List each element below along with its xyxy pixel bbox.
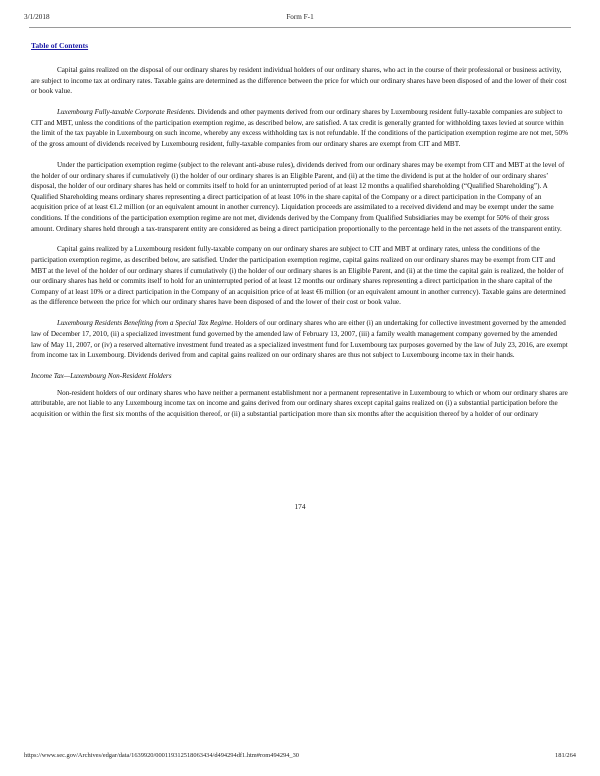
paragraph [31,244,569,308]
print-title: Form F-1 [286,13,314,21]
document-body [31,65,569,430]
paragraph: Non-resident holders of our ordinary shares who have neither a permanent establishment nor a permanent representative in Luxembourg to which or whom our ordinary shares are attributable, are not liable to any Luxembourg income tax on income and gains derived from our ordinary shares except capital gains realized on (i) a substantial participation before the acquisition or within the first six months of the acquisition thereof, or (ii) a substantial participation more than six months after the acquisition thereof by a holder of our ordinary [31,388,568,418]
paragraph-lead: Luxembourg Fully-taxable Corporate Residents. [57,108,196,117]
page-count: 181/264 [555,752,576,759]
paragraph-text: Under the participation exemption regime (subject to the relevant anti-abuse rules), dividends derived from our ordinary shares may be exempt from CIT and MBT at the level of the holder of our ordinary shares if cumulatively (i) the holder of our ordinary shares is an Eligible Parent, and (ii) at the time the dividend is put at the holder of our ordinary shares’ disposal, the holder of our ordinary shares has held or commits itself to hold for an uninterrupted period of at least 12 months a qualified shareholding (“Qualified Shareholding”). A Qualified Shareholding means ordinary shares representing a direct participation of at least 10% in the share capital of the Company or a direct participation in the Company of an acquisition price of at least €1.2 million (or an equivalent amount in another currency). Liquidation proceeds are assimilated to a received dividend and may be exempt under the same conditions. If the conditions of the participation exemption regime are not met, dividends derived by the Company from Qualified Subsidiaries may be exempt for 50% of their gross amount. Ordinary shares held through a tax-transparent entity are considered as being a direct participation proportionally to the percentage held in the net assets of the transparent entity. [31,160,565,233]
paragraph [31,107,569,149]
source-url: https://www.sec.gov/Archives/edgar/data/1639920/000119312518063434/d494294df1.htm#rom494294_30 [24,752,300,759]
paragraph-lead: Luxembourg Residents Benefiting from a Special Tax Regime. [57,319,234,328]
print-date: 3/1/2018 [24,13,50,21]
paragraph-text: Dividends and other payments derived from our ordinary shares by Luxembourg resident fully-taxable companies are subject to CIT and MBT, unless the conditions of the participation exemption regime, as described below, are satisfied. A tax credit is generally granted for withholding taxes levied at source within the limit of the tax payable in Luxembourg on such income, whereby any excess withholding tax is not refundable. If the conditions of the participation exemption regime are not met, 50% of the gross amount of dividends received by Luxembourg resident, fully-taxable companies from our ordinary shares are exempt from CIT and MBT. [31,108,569,148]
paragraph [31,65,569,97]
page-number: 174 [294,502,306,511]
table-of-contents-link[interactable]: Table of Contents [31,41,89,50]
paragraph-text: Capital gains realized on the disposal of our ordinary shares by resident individual holders of our ordinary shares, who act in the course of their professional or business activity, are subject to income tax at ordinary rates. Taxable gains are determined as the difference between the price for which our ordinary shares have been disposed of and the lower of their cost or book value. [31,66,567,96]
paragraph-text: Holders of our ordinary shares who are either (i) an undertaking for collective investment governed by the amended law of December 17, 2010, (ii) a specialized investment fund governed by the amended law of February 13, 2007, (iii) a family wealth management company governed by the amended law of May 11, 2007, or (iv) a reserved alternative investment fund treated as a specialized investment fund for Luxembourg tax purposes governed by the law of July 23, 2016, are exempt from income tax in Luxembourg. Dividends derived from and capital gains realized on our ordinary shares are thus not subject to Luxembourg income tax in their hands. [31,319,568,360]
section-heading: Income Tax—Luxembourg Non-Resident Holders [31,372,172,381]
paragraph-text: Capital gains realized by a Luxembourg resident fully-taxable company on our ordinary shares are subject to CIT and MBT at ordinary rates, unless the conditions of the participation exemption regime, as described below, are satisfied. Under the participation exemption regime, capital gains realized on our ordinary shares may be exempt from CIT and MBT at the level of the holder of our ordinary shares if cumulatively (i) the holder of our ordinary shares is an Eligible Parent, and (ii) at the time the capital gain is realized, the holder of our ordinary shares has held or commits itself to hold for an uninterrupted period of at least 12 months our ordinary shares representing a direct participation in the share capital of the Company of at least 10% or a direct participation in the Company of an acquisition price of at least €6 million (or an equivalent amount in another currency). Taxable gains are determined as the difference between the price for which our ordinary shares have been disposed of and the lower of their cost or book value. [31,245,566,307]
header-divider [29,27,571,28]
paragraph [31,160,569,234]
print-header [24,13,576,25]
paragraph [31,318,569,360]
